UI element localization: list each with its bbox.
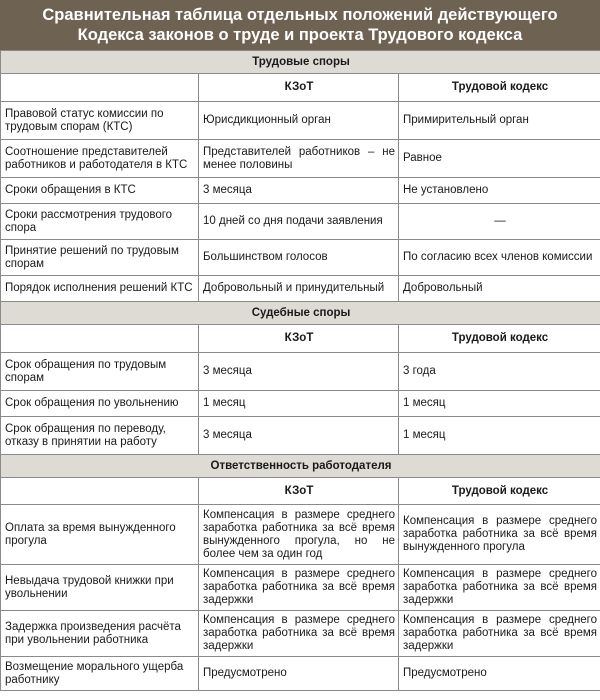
- table-title: [0, 0, 600, 50]
- row-label: Задержка произведения расчёта при увольнении работника: [1, 611, 199, 657]
- kzot-value: Компенсация в размере среднего заработка работника за всё время задержки: [199, 565, 399, 611]
- table-row: [1, 611, 600, 657]
- column-header-tk: Трудовой кодекс: [399, 74, 600, 102]
- column-header-row: [1, 74, 600, 102]
- section-header-labor-disputes: [1, 51, 600, 74]
- tk-value: 3 года: [399, 353, 600, 391]
- title-line-1: Сравнительная таблица отдельных положений действующего: [42, 6, 558, 24]
- table-row: [1, 565, 600, 611]
- section-heading: Трудовые споры: [1, 51, 600, 74]
- table-row: [1, 240, 600, 276]
- column-header-kzot: КЗоТ: [199, 478, 399, 505]
- column-header-tk: Трудовой кодекс: [399, 478, 600, 505]
- row-label: Невыдача трудовой книжки при увольнении: [1, 565, 199, 611]
- tk-value: Равное: [399, 140, 600, 178]
- kzot-value: 3 месяца: [199, 417, 399, 455]
- tk-value: Компенсация в размере среднего заработка работника за всё время вынужденного прогула: [399, 505, 600, 565]
- comparison-table: [0, 50, 600, 691]
- row-label: Соотношение представителей работников и работодателя в КТС: [1, 140, 199, 178]
- tk-value: Примирительный орган: [399, 102, 600, 140]
- tk-value: По согласию всех членов комиссии: [399, 240, 600, 276]
- title-line-2: Кодекса законов о труде и проекта Трудового кодекса: [77, 26, 523, 44]
- row-label: Сроки рассмотрения трудового спора: [1, 204, 199, 240]
- kzot-value: 3 месяца: [199, 353, 399, 391]
- kzot-value: Компенсация в размере среднего заработка работника за всё время задержки: [199, 611, 399, 657]
- row-label: Сроки обращения в КТС: [1, 178, 199, 204]
- table-row: [1, 505, 600, 565]
- section-header-court-disputes: [1, 302, 600, 325]
- tk-value: Компенсация в размере среднего заработка работника за всё время задержки: [399, 565, 600, 611]
- tk-value: 1 месяц: [399, 417, 600, 455]
- column-header-empty: [1, 325, 199, 353]
- row-label: Срок обращения по трудовым спорам: [1, 353, 199, 391]
- table-row: [1, 417, 600, 455]
- column-header-empty: [1, 74, 199, 102]
- kzot-value: 10 дней со дня подачи заявления: [199, 204, 399, 240]
- row-label: Правовой статус комиссии по трудовым спорам (КТС): [1, 102, 199, 140]
- tk-value: Предусмотрено: [399, 657, 600, 691]
- kzot-value: Юрисдикционный орган: [199, 102, 399, 140]
- column-header-kzot: КЗоТ: [199, 74, 399, 102]
- tk-value: Компенсация в размере среднего заработка работника за всё время задержки: [399, 611, 600, 657]
- row-label: Оплата за время вынужденного прогула: [1, 505, 199, 565]
- section-heading: Судебные споры: [1, 302, 600, 325]
- column-header-kzot: КЗоТ: [199, 325, 399, 353]
- kzot-value: Представителей работников – не менее половины: [199, 140, 399, 178]
- section-header-employer-liability: [1, 455, 600, 478]
- row-label: Возмещение морального ущерба работнику: [1, 657, 199, 691]
- kzot-value: Добровольный и принудительный: [199, 276, 399, 302]
- column-header-tk: Трудовой кодекс: [399, 325, 600, 353]
- table-row: [1, 276, 600, 302]
- kzot-value: 1 месяц: [199, 391, 399, 417]
- row-label: Срок обращения по увольнению: [1, 391, 199, 417]
- column-header-row: [1, 325, 600, 353]
- column-header-row: [1, 478, 600, 505]
- table-row: [1, 140, 600, 178]
- row-label: Принятие решений по трудовым спорам: [1, 240, 199, 276]
- table-row: [1, 353, 600, 391]
- kzot-value: Большинством голосов: [199, 240, 399, 276]
- kzot-value: Компенсация в размере среднего заработка работника за всё время вынужденного прогула, но не более чем за один год: [199, 505, 399, 565]
- column-header-empty: [1, 478, 199, 505]
- kzot-value: 3 месяца: [199, 178, 399, 204]
- section-heading: Ответственность работодателя: [1, 455, 600, 478]
- table-row: [1, 391, 600, 417]
- table-row: [1, 102, 600, 140]
- row-label: Срок обращения по переводу, отказу в принятии на работу: [1, 417, 199, 455]
- row-label: Порядок исполнения решений КТС: [1, 276, 199, 302]
- kzot-value: Предусмотрено: [199, 657, 399, 691]
- table-row: [1, 657, 600, 691]
- table-row: [1, 178, 600, 204]
- tk-value: Не установлено: [399, 178, 600, 204]
- tk-value: —: [399, 204, 600, 240]
- table-row: [1, 204, 600, 240]
- tk-value: Добровольный: [399, 276, 600, 302]
- tk-value: 1 месяц: [399, 391, 600, 417]
